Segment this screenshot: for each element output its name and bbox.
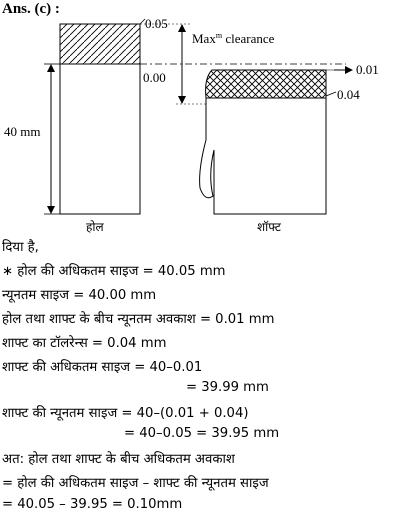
tolerance-diagram [0,0,403,235]
hole-zero-value: 0.00 [143,70,166,85]
hole-drawing [60,24,140,214]
max-clearance-label-sup: m [215,31,223,40]
solution-line-max-clearance-result: = 40.05 – 39.95 = 0.10mm [2,497,183,512]
shaft-body [200,98,326,214]
shaft-caption: शॉफ्ट [257,220,281,234]
solution-line-shaft-max: शाफ्ट की अधिकतम साइज = 40–0.01 [2,360,203,375]
hole-height-label: 40 mm [4,124,41,139]
solution-line-shaft-min: शाफ्ट की न्यूनतम साइज = 40–(0.01 + 0.04) [2,406,249,421]
hole-height-dimension [44,64,60,214]
solution-line-hole-min: न्यूनतम साइज = 40.00 mm [2,288,157,303]
shaft-top-value: 0.01 [356,62,379,77]
answer-label: Ans. (c) : [2,1,60,17]
solution-line-shaft-max-result: = 39.99 mm [186,380,269,395]
solution-line-max-clearance-formula: = होल की अधिकतम साइज – शाफ्ट की न्यूनतम साइज [2,476,269,491]
hole-tolerance-zone [60,24,140,64]
solution-line-given: दिया है, [2,240,39,255]
max-clearance-label-base: Max [192,31,216,46]
solution-line-shaft-min-result: = 40–0.05 = 39.95 mm [124,426,280,441]
shaft-drawing [200,70,326,214]
max-clearance-label-rest: clearance [222,31,275,46]
hole-body [60,64,140,214]
shaft-bottom-value: 0.04 [337,87,360,102]
solution-line-hole-max: ∗ होल की अधिकतम साइज = 40.05 mm [2,264,226,279]
solution-line-min-clearance: होल तथा शाफ्ट के बीच न्यूनतम अवकाश = 0.01 mm [2,312,275,327]
hole-top-value: 0.05 [145,16,168,31]
shaft-bottom-leader [326,92,336,96]
solution-line-max-clearance-heading: अत: होल तथा शाफ्ट के बीच अधिकतम अवकाश [2,452,235,467]
solution-line-shaft-tolerance: शाफ्ट का टॉलरेन्स = 0.04 mm [2,336,167,351]
hole-caption: होल [86,220,104,234]
shaft-tolerance-zone [206,70,326,98]
max-clearance-label [192,31,275,46]
